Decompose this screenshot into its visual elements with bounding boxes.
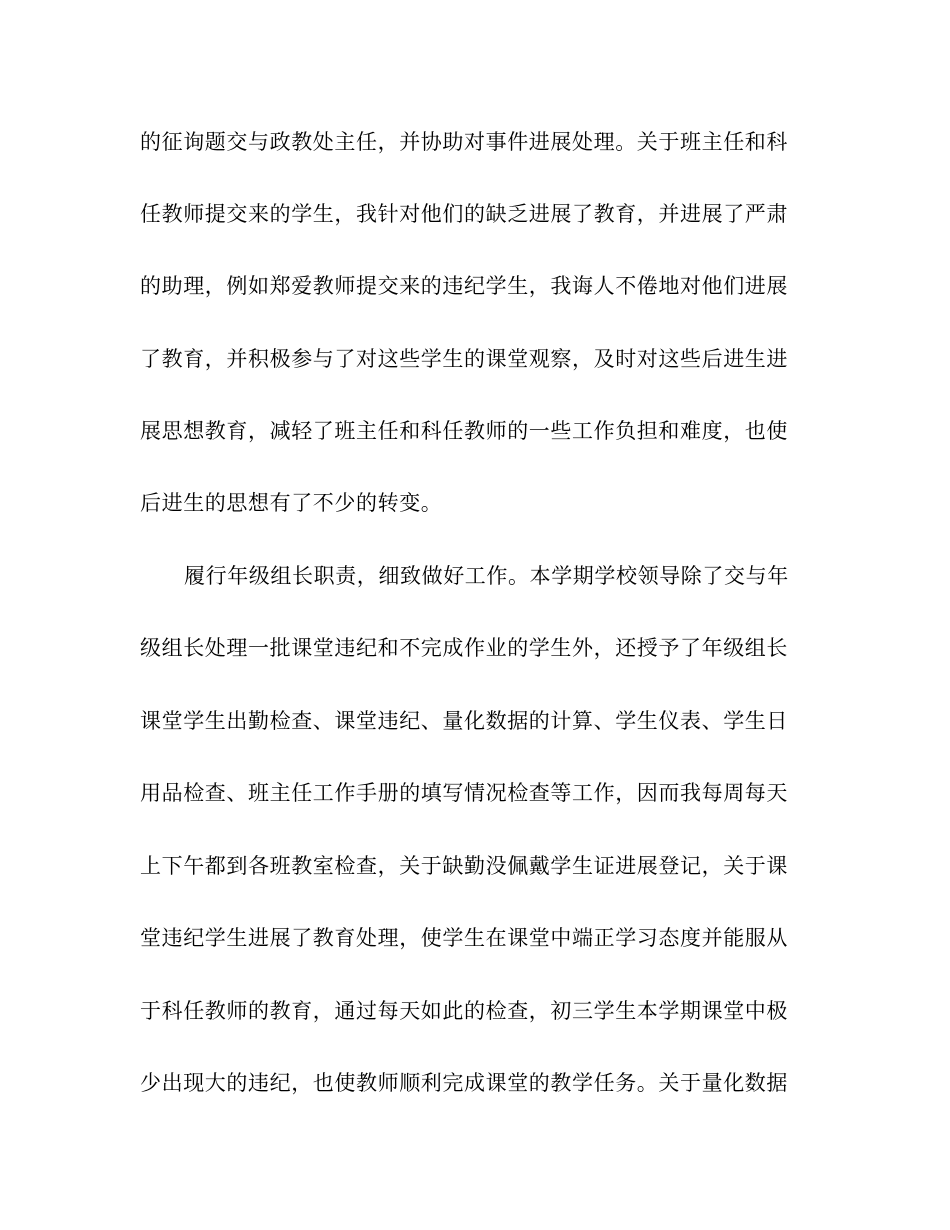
text-line-2: 任教师提交来的学生，我针对他们的缺乏进展了教育，并进展了严肃 [140, 202, 788, 226]
text-line-12: 堂违纪学生进展了教育处理，使学生在课堂中端正学习态度并能服从 [140, 926, 788, 950]
text-line-8: 级组长处理一批课堂违纪和不完成作业的学生外，还授予了年级组长 [140, 636, 788, 660]
text-line-6: 后进生的思想有了不少的转变。 [140, 491, 443, 515]
text-line-3: 的助理，例如郑爱教师提交来的违纪学生，我诲人不倦地对他们进展 [140, 274, 788, 298]
text-line-11: 上下午都到各班教室检查，关于缺勤没佩戴学生证进展登记，关于课 [140, 854, 788, 878]
text-line-4: 了教育，并积极参与了对这些学生的课堂观察，及时对这些后进生进 [140, 347, 788, 371]
text-line-14: 少出现大的违纪，也使教师顺利完成课堂的教学任务。关于量化数据 [140, 1071, 788, 1095]
text-line-9: 课堂学生出勤检查、课堂违纪、量化数据的计算、学生仪表、学生日 [140, 709, 788, 733]
text-line-7: 履行年级组长职责，细致做好工作。本学期学校领导除了交与年 [184, 564, 789, 588]
text-line-1: 的征询题交与政教处主任，并协助对事件进展处理。关于班主任和科 [140, 130, 788, 154]
text-line-5: 展思想教育，减轻了班主任和科任教师的一些工作负担和难度，也使 [140, 419, 788, 443]
text-line-10: 用品检查、班主任工作手册的填写情况检查等工作，因而我每周每天 [140, 781, 788, 805]
text-line-13: 于科任教师的教育，通过每天如此的检查，初三学生本学期课堂中极 [140, 999, 788, 1023]
